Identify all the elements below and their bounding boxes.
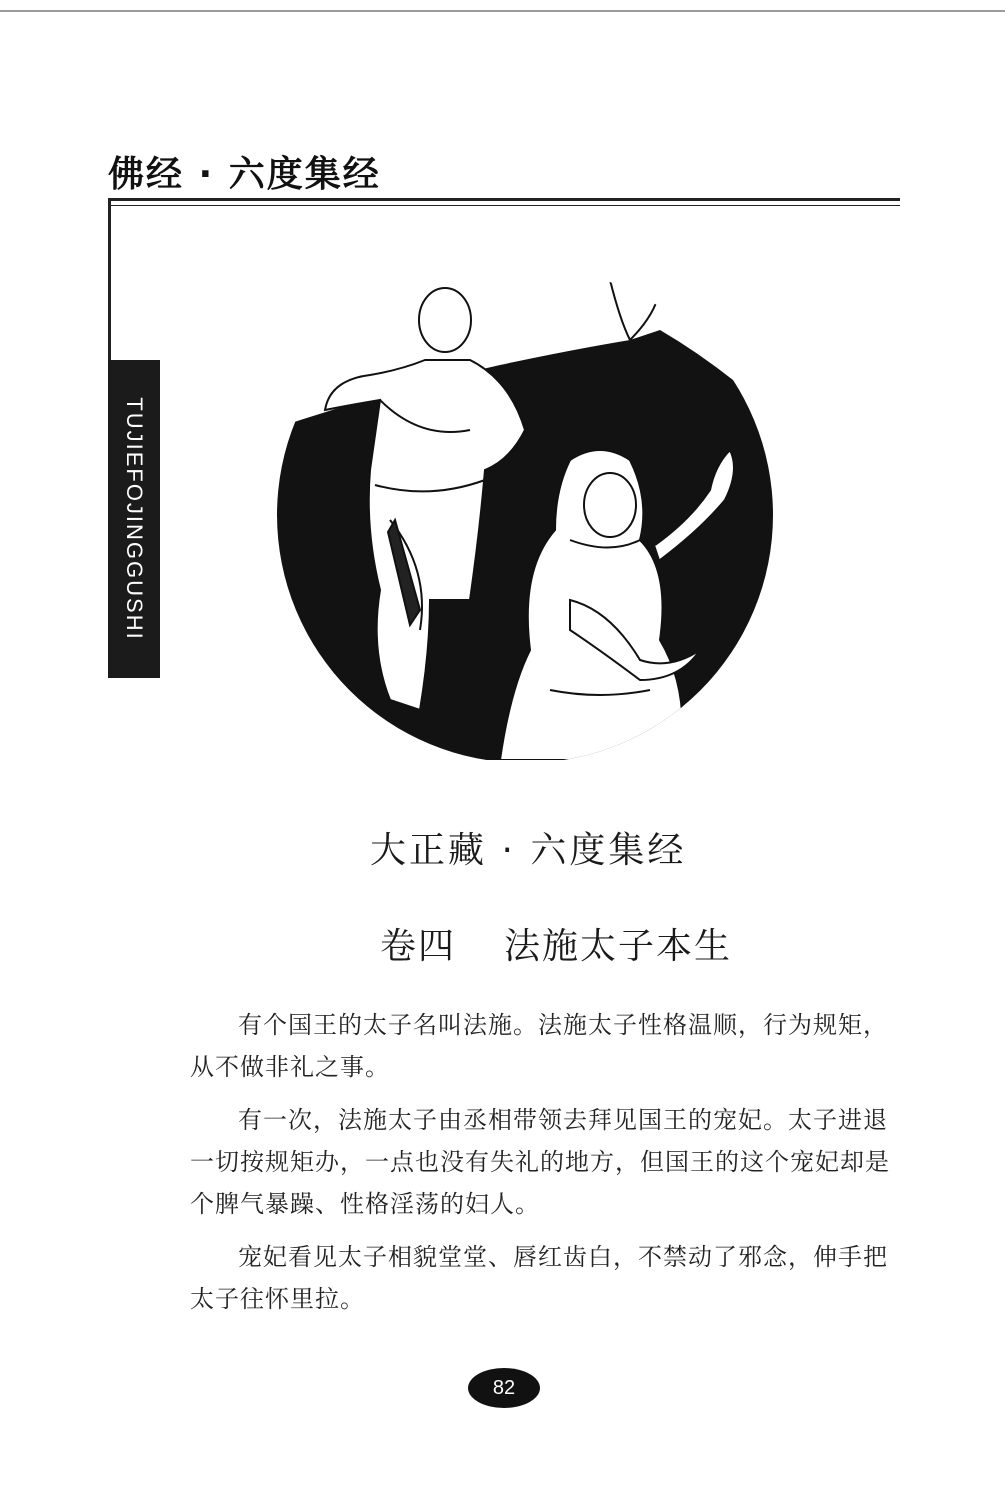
top-page-rule <box>0 10 1005 12</box>
page-number-badge <box>468 1368 540 1408</box>
side-tab-label: TUJIEFOJINGGUSHI <box>122 397 147 641</box>
book-title: 佛经 · 六度集经 <box>108 154 381 195</box>
paragraph: 有个国王的太子名叫法施。法施太子性格温顺，行为规矩，从不做非礼之事。 <box>190 1011 888 1081</box>
chapter-title: 大正藏 · 六度集经 <box>370 830 687 871</box>
medallion-illustration <box>270 270 780 760</box>
body-text <box>190 1004 906 1331</box>
story-title: 法施太子本生 <box>504 926 733 967</box>
page-number: 82 <box>492 1376 516 1399</box>
paragraph: 宠妃看见太子相貌堂堂、唇红齿白，不禁动了邪念，伸手把太子往怀里拉。 <box>190 1243 888 1313</box>
chapter-subtitle <box>380 918 732 969</box>
side-rule <box>108 198 111 368</box>
header-rule-thick <box>108 198 900 201</box>
header-rule-thin <box>108 205 900 206</box>
paragraph: 有一次，法施太子由丞相带领去拜见国王的宠妃。太子进退一切按规矩办，一点也没有失礼的地方，但国王的这个宠妃却是个脾气暴躁、性格淫荡的妇人。 <box>190 1106 890 1218</box>
side-tab <box>108 360 160 678</box>
volume-label: 卷四 <box>380 926 457 967</box>
